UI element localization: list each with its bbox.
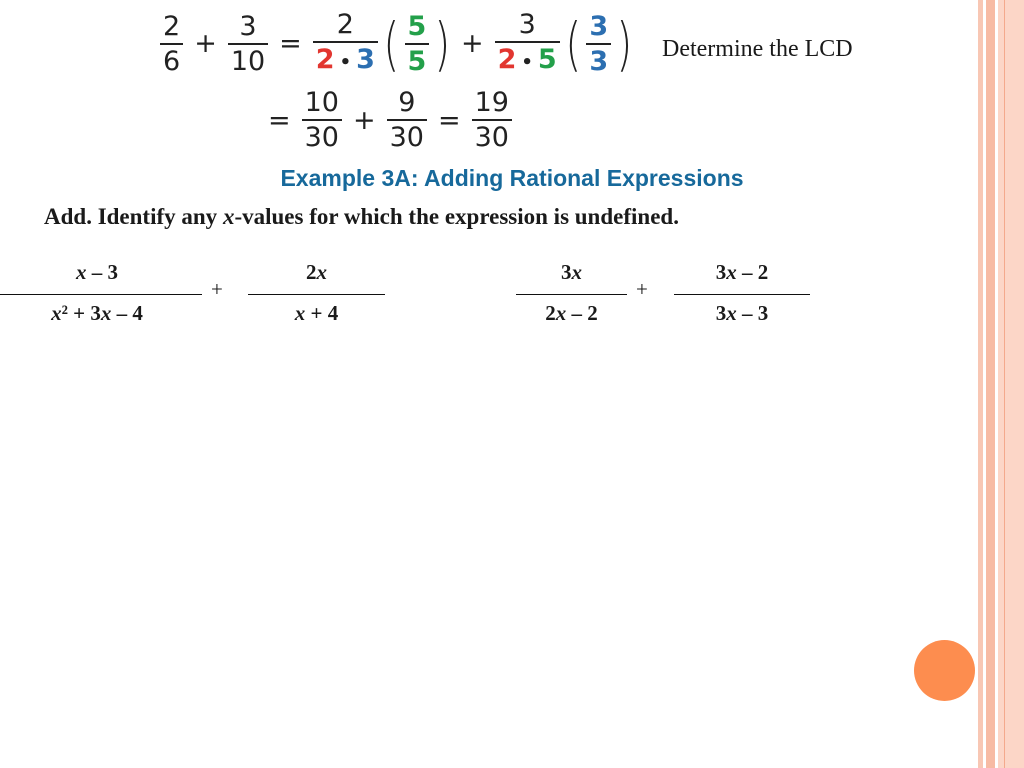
denominator: x + 4	[294, 301, 339, 325]
equals-sign: =	[437, 104, 461, 136]
fraction	[472, 86, 512, 154]
numerator: 19	[474, 87, 509, 118]
numerator: 2	[336, 9, 354, 40]
lcd-equation-row-2	[268, 86, 515, 154]
decorative-stripe	[1004, 0, 1005, 768]
decorative-stripe	[998, 0, 1024, 768]
numerator: 3	[518, 9, 536, 40]
numerator: 9	[398, 87, 416, 118]
plus-sign: +	[636, 277, 648, 301]
denominator: 5	[407, 45, 427, 77]
problem-b-term2	[674, 258, 810, 329]
left-paren: (	[383, 9, 400, 78]
left-paren: (	[565, 9, 581, 78]
numerator: 3x	[561, 260, 582, 284]
instruction-part: Add. Identify any	[44, 204, 223, 229]
multiply-dot: •	[339, 52, 352, 73]
problem-a-term1	[0, 258, 202, 329]
right-paren: )	[616, 9, 633, 78]
equals-sign: =	[268, 104, 291, 136]
instruction-text	[44, 204, 679, 230]
numerator: 5	[407, 10, 427, 42]
right-paren: )	[434, 9, 451, 78]
factor-three: 3	[356, 44, 375, 75]
numerator: 10	[304, 87, 339, 118]
equals-sign: =	[279, 28, 302, 59]
factored-denominator	[313, 43, 378, 79]
decorative-stripe	[978, 0, 983, 768]
fraction	[495, 8, 560, 79]
denominator: 30	[474, 122, 509, 153]
plus-sign: +	[211, 277, 223, 301]
fraction	[228, 10, 268, 78]
denominator: 10	[230, 45, 266, 77]
fraction	[313, 8, 378, 79]
numerator: 3x – 2	[715, 260, 769, 284]
numerator: 2x	[306, 260, 327, 284]
denominator: x² + 3x – 4	[51, 301, 143, 325]
plus-sign: +	[352, 104, 376, 136]
multiplier-fraction	[405, 10, 430, 78]
lcd-note: Determine the LCD	[662, 36, 853, 62]
denominator: 6	[163, 45, 181, 77]
multiplier-fraction	[586, 10, 611, 78]
example-heading-text: Example 3A: Adding Rational Expressions	[280, 165, 744, 191]
multiply-dot: •	[521, 52, 533, 73]
fraction	[302, 86, 342, 154]
decorative-stripe	[986, 0, 995, 768]
denominator: 3	[589, 45, 609, 77]
factor-two: 2	[497, 44, 517, 75]
factor-five: 5	[537, 44, 557, 75]
numerator: 3	[239, 10, 257, 42]
example-heading	[0, 165, 1024, 192]
denominator: 3x – 3	[715, 301, 769, 325]
denominator: 30	[389, 122, 424, 153]
denominator: 2x – 2	[545, 301, 598, 325]
numerator: 3	[589, 10, 609, 42]
fraction	[387, 86, 427, 154]
denominator: 30	[304, 122, 339, 153]
numerator: x – 3	[76, 260, 118, 284]
lcd-equation-row-1	[157, 8, 635, 79]
fraction	[160, 10, 183, 78]
problem-a-term2	[248, 258, 385, 329]
numerator: 2	[163, 10, 181, 42]
plus-sign: +	[194, 28, 217, 59]
factored-denominator	[495, 43, 560, 79]
problem-b-term1	[516, 258, 627, 329]
plus-sign: +	[460, 28, 484, 59]
decorative-circle	[914, 640, 975, 701]
instruction-part: -values for which the expression is undefined.	[234, 204, 679, 229]
factor-two: 2	[315, 44, 335, 75]
instruction-variable: x	[222, 204, 235, 229]
